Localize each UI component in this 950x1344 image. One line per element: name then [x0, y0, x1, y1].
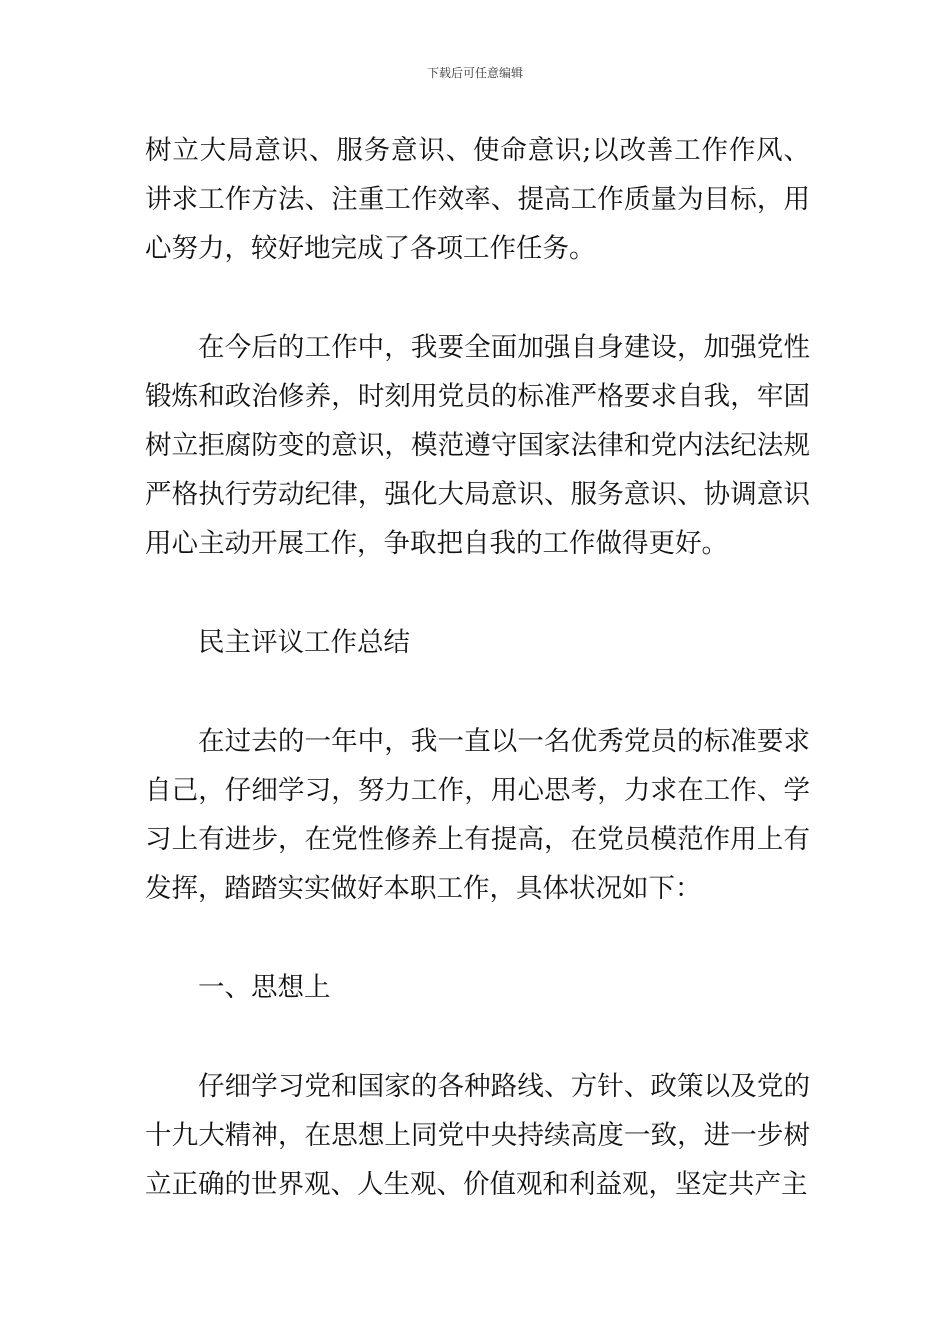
section-title: 民主评议工作总结 — [198, 627, 410, 658]
paragraph-study: 仔细学习党和国家的各种路线、方针、政策以及党的十九大精神，在思想上同党中央持续高度一致，进一步树立正确的世界观、人生观、价值观和利益观，坚定共产主 — [145, 1071, 810, 1200]
document-body — [145, 126, 810, 1209]
paragraph-past-year: 在过去的一年中，我一直以一名优秀党员的标准要求自己，仔细学习，努力工作，用心思考，力求在工作、学习上有进步，在党性修养上有提高，在党员模范作用上有发挥，踏踏实实做好本职工作，具体状况如下： — [145, 726, 810, 904]
paragraph-future-work: 在今后的工作中，我要全面加强自身建设，加强党性锻炼和政治修养，时刻用党员的标准严格要求自我，牢固树立拒腐防变的意识，模范遵守国家法律和党内法纪法规严格执行劳动纪律，强化大局意识、服务意识、协调意识用心主动开展工作，争取把自我的工作做得更好。 — [145, 332, 810, 559]
page-header-note: 下载后可任意编辑 — [426, 66, 523, 80]
section-heading-ideology: 一、思想上 — [198, 972, 331, 1003]
paragraph-continuation: 树立大局意识、服务意识、使命意识;以改善工作作风、讲求工作方法、注重工作效率、提高工作质量为目标，用心努力，较好地完成了各项工作任务。 — [145, 135, 810, 264]
